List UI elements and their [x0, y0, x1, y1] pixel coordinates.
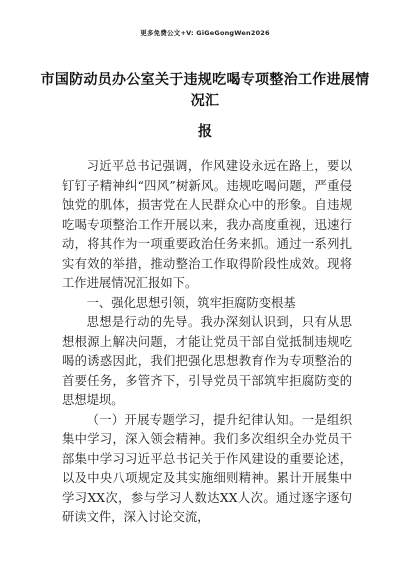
document-body: [62, 157, 352, 528]
section-heading-1: 一、强化思想引领，筑牢拒腐防变根基: [86, 295, 296, 310]
document-title-continued: 报: [198, 124, 212, 140]
subsection-1-paragraph: （一）开展专题学习，提升纪律认知。一是组织集中学习，深入领会精神。我们多次组织全办党员干部集中学习习近平总书记关于作风建设的重要论述，以及中央八项规定及其实施细则精神。累计开展集中学习XX次，参与学习人数达XX人次。通过逐字逐句研读文件，深入讨论交流，: [62, 412, 352, 524]
section-1-paragraph: 思想是行动的先导。我办深刻认识到，只有从思想根源上解决问题，才能让党员干部自觉抵制违规吃喝的诱惑因此，我们把强化思想教育作为专项整治的首要任务，多管齐下，引导党员干部筑牢拒腐防变的思想堤坝。: [62, 315, 352, 407]
document-title: 市国防动员办公室关于违规吃喝专项整治工作进展情况汇: [40, 72, 370, 109]
header-note: 更多免费公文+V: GiGeGongWen2026: [140, 29, 270, 37]
intro-paragraph: 习近平总书记强调，作风建设永远在路上，要以钉钉子精神纠“四风”树新风。违规吃喝问题，严重侵蚀党的肌体，损害党在人民群众心中的形象。自违规吃喝专项整治工作开展以来，我办高度重视，迅速行动，将其作为一项重要政治任务来抓。通过一系列扎实有效的举措，推动整治工作取得阶段性成效。现将工作进展情况汇报如下。: [62, 159, 352, 290]
